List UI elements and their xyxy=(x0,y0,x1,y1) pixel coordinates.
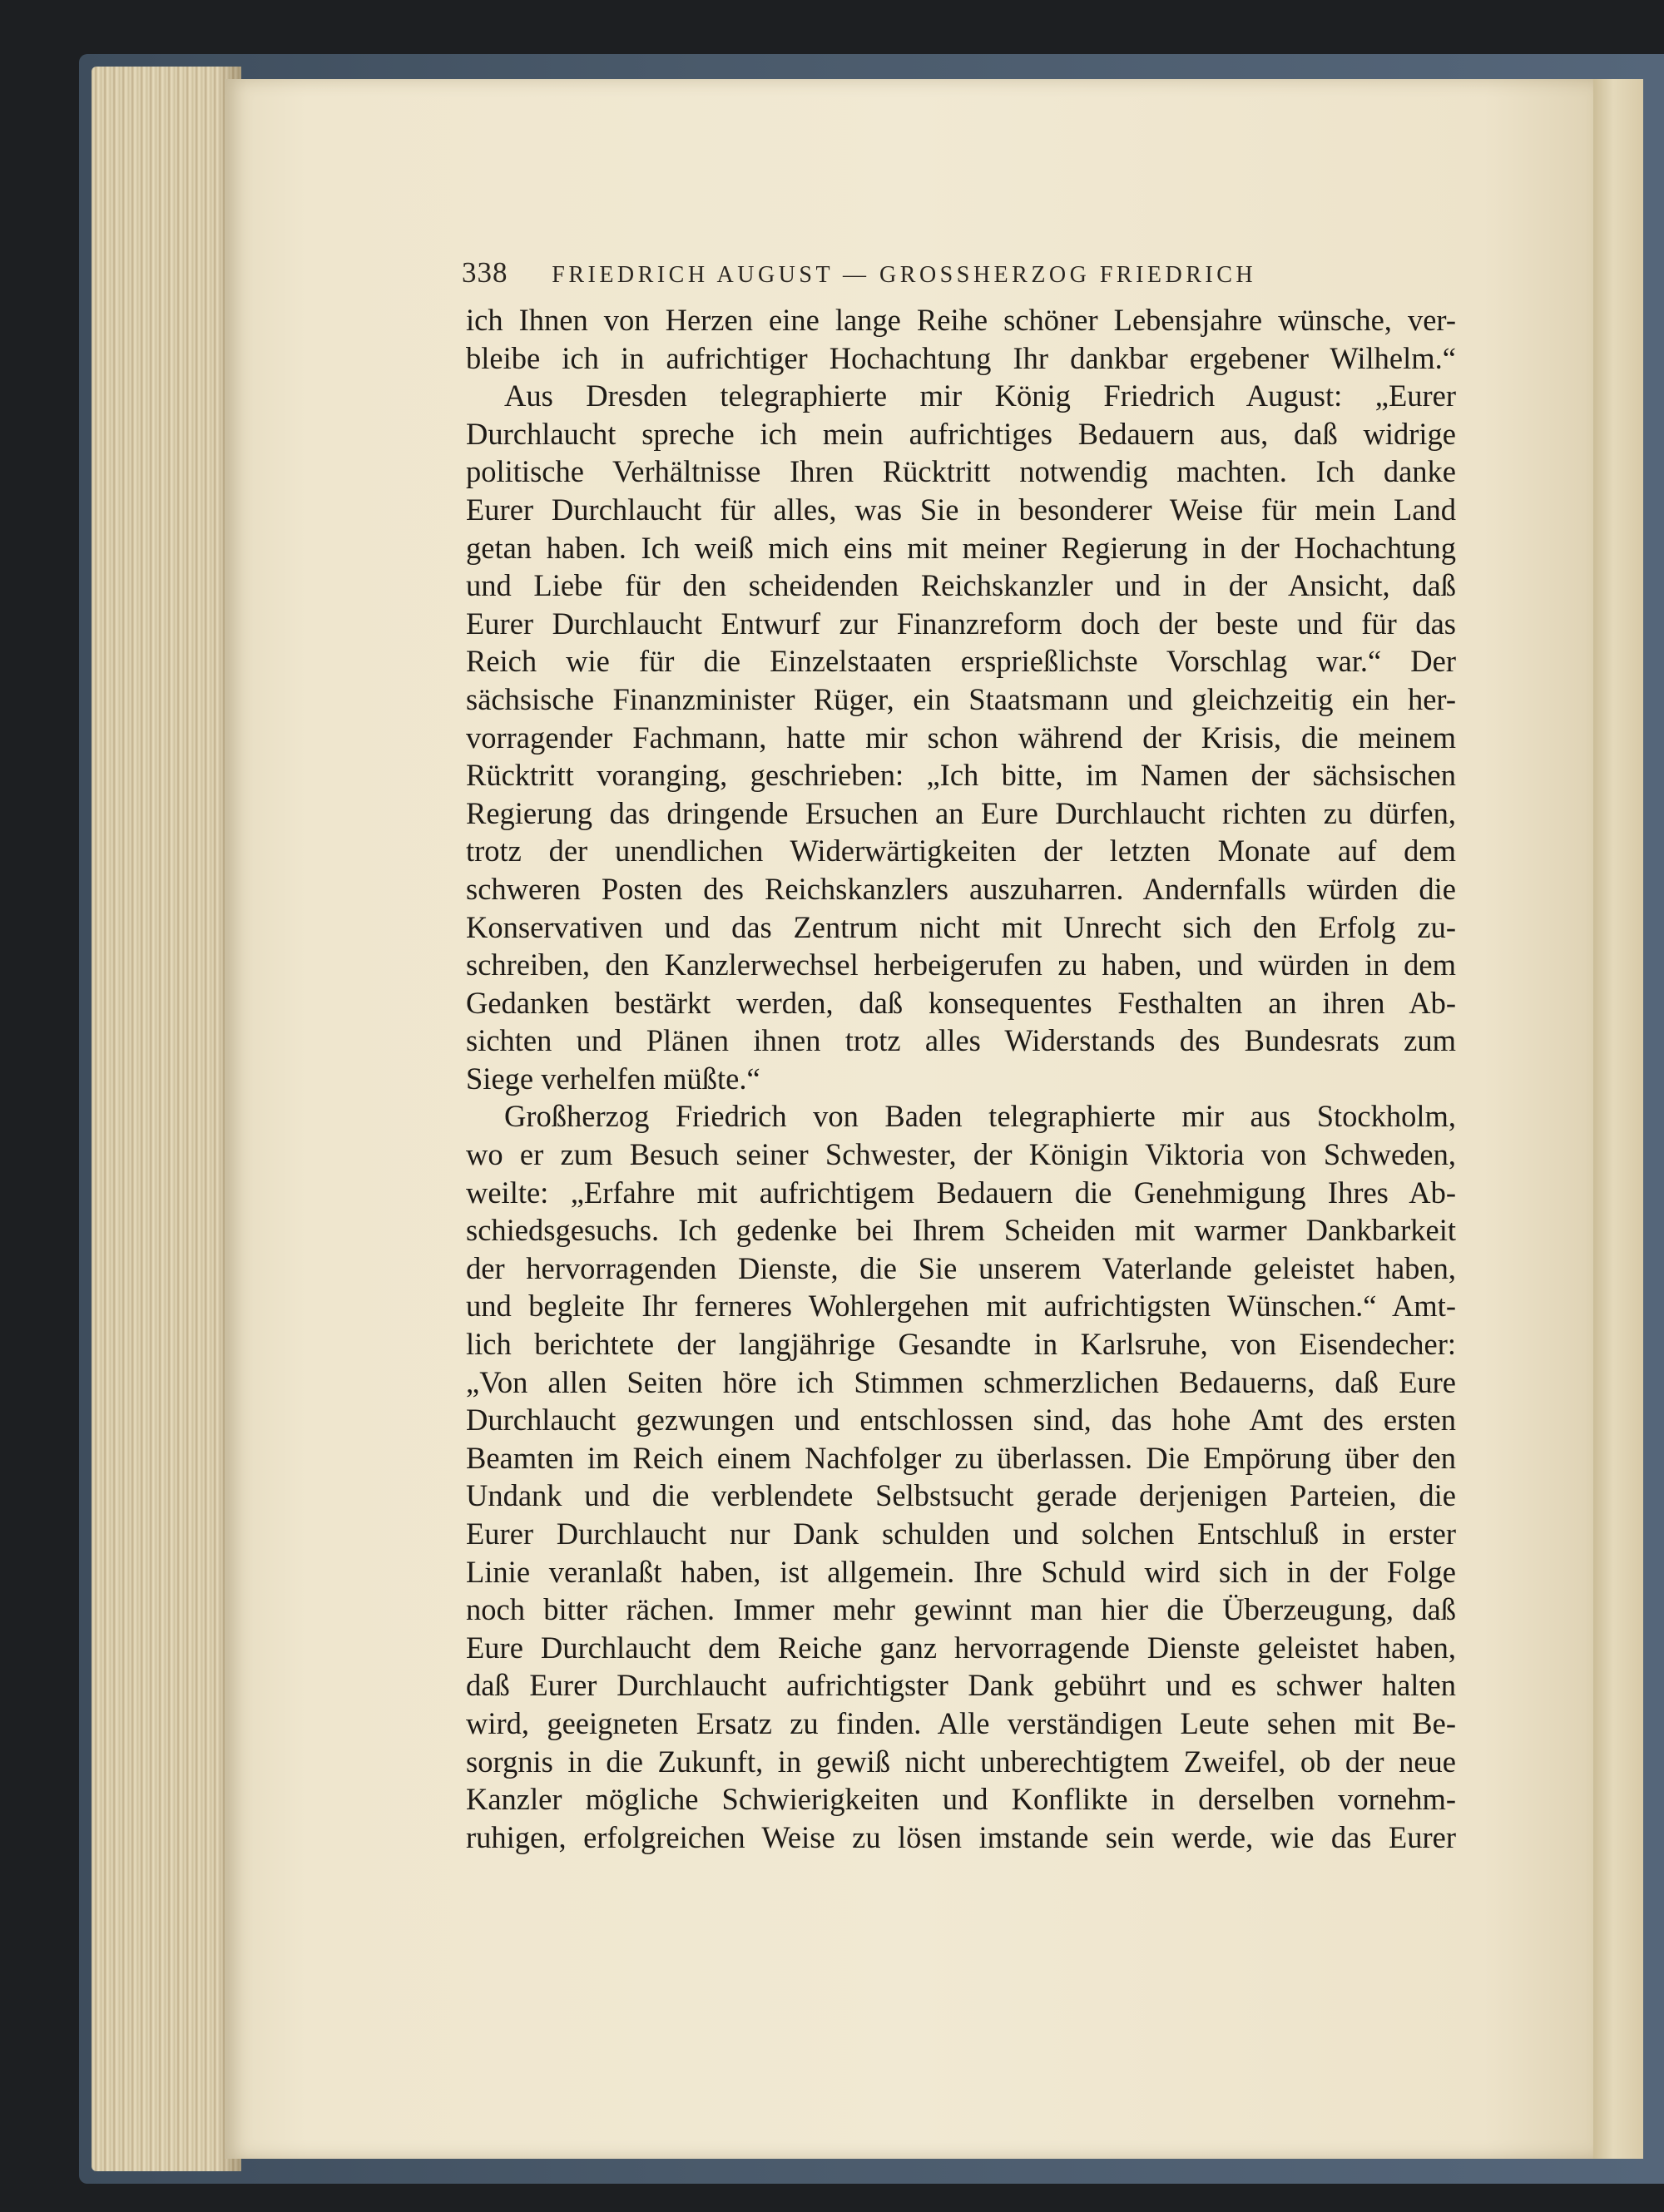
text-line: der hervorragenden Dienste, die Sie unserem Vaterlande geleistet haben, xyxy=(466,1250,1456,1285)
text-line: bleibe ich in aufrichtiger Hochachtung Ihr dankbar ergebener Wilhelm.“ xyxy=(466,340,1456,375)
text-line: noch bitter rächen. Immer mehr gewinnt man hier die Überzeugung, daß xyxy=(466,1592,1456,1627)
text-line: und begleite Ihr ferneres Wohlergehen mit aufrichtigsten Wünschen.“ Amt- xyxy=(466,1289,1456,1324)
page-number: 338 xyxy=(462,256,508,289)
text-line: Siege verhelfen müßte.“ xyxy=(466,1061,760,1096)
text-line: daß Eurer Durchlaucht aufrichtigster Dank gebührt und es schwer halten xyxy=(466,1668,1456,1703)
text-line: getan haben. Ich weiß mich eins mit meiner Regierung in der Hochachtung xyxy=(466,530,1456,565)
text-line: Gedanken bestärkt werden, daß konsequentes Festhalten an ihren Ab- xyxy=(466,985,1456,1020)
text-line: Eurer Durchlaucht Entwurf zur Finanzreform doch der beste und für das xyxy=(466,606,1456,641)
text-line: Konservativen und das Zentrum nicht mit Unrecht sich den Erfolg zu- xyxy=(466,909,1456,944)
text-line: Durchlaucht spreche ich mein aufrichtiges Bedauern aus, daß widrige xyxy=(466,416,1456,451)
page-edges xyxy=(92,67,241,2171)
text-line: weilte: „Erfahre mit aufrichtigem Bedauern die Genehmigung Ihres Ab- xyxy=(466,1175,1456,1210)
text-line: politische Verhältnisse Ihren Rücktritt notwendig machten. Ich danke xyxy=(466,454,1456,489)
text-line: trotz der unendlichen Widerwärtigkeiten der letzten Monate auf dem xyxy=(466,834,1456,868)
next-page-edge xyxy=(1593,79,1643,2159)
body-text xyxy=(466,301,1456,1856)
text-line: Rücktritt voranging, geschrieben: „Ich bitte, im Namen der sächsischen xyxy=(466,758,1456,793)
text-line: sächsische Finanzminister Rüger, ein Staatsmann und gleichzeitig ein her- xyxy=(466,681,1456,716)
text-line: Großherzog Friedrich von Baden telegraphierte mir aus Stockholm, xyxy=(504,1099,1456,1134)
text-line: Aus Dresden telegraphierte mir König Friedrich August: „Eurer xyxy=(504,379,1456,413)
text-line: Beamten im Reich einem Nachfolger zu überlassen. Die Empörung über den xyxy=(466,1440,1456,1475)
text-line: Eurer Durchlaucht nur Dank schulden und solchen Entschluß in erster xyxy=(466,1517,1456,1551)
text-line: wo er zum Besuch seiner Schwester, der Königin Viktoria von Schweden, xyxy=(466,1137,1456,1172)
text-line: vorragender Fachmann, hatte mir schon während der Krisis, die meinem xyxy=(466,720,1456,755)
text-line: Eure Durchlaucht dem Reiche ganz hervorragende Dienste geleistet haben, xyxy=(466,1630,1456,1665)
running-head: FRIEDRICH AUGUST — GROSSHERZOG FRIEDRICH xyxy=(552,262,1257,288)
text-line: schiedsgesuchs. Ich gedenke bei Ihrem Scheiden mit warmer Dankbarkeit xyxy=(466,1213,1456,1248)
text-line: Eurer Durchlaucht für alles, was Sie in besonderer Weise für mein Land xyxy=(466,492,1456,527)
text-line: und Liebe für den scheidenden Reichskanzler und in der Ansicht, daß xyxy=(466,568,1456,603)
text-line: ich Ihnen von Herzen eine lange Reihe schöner Lebensjahre wünsche, ver- xyxy=(466,303,1456,337)
text-line: wird, geeigneten Ersatz zu finden. Alle verständigen Leute sehen mit Be- xyxy=(466,1705,1456,1740)
text-line: schreiben, den Kanzlerwechsel herbeigerufen zu haben, und würden in dem xyxy=(466,948,1456,982)
text-line: ruhigen, erfolgreichen Weise zu lösen imstande sein werde, wie das Eurer xyxy=(466,1819,1456,1854)
text-line: sichten und Plänen ihnen trotz alles Widerstands des Bundesrats zum xyxy=(466,1023,1456,1058)
text-line: Linie veranlaßt haben, ist allgemein. Ihre Schuld wird sich in der Folge xyxy=(466,1554,1456,1589)
text-line: „Von allen Seiten höre ich Stimmen schmerzlichen Bedauerns, daß Eure xyxy=(466,1364,1456,1399)
text-line: lich berichtete der langjährige Gesandte in Karlsruhe, von Eisendecher: xyxy=(466,1327,1456,1362)
text-line: schweren Posten des Reichskanzlers auszuharren. Andernfalls würden die xyxy=(466,871,1456,906)
text-line: sorgnis in die Zukunft, in gewiß nicht unberechtigtem Zweifel, ob der neue xyxy=(466,1744,1456,1779)
text-line: Durchlaucht gezwungen und entschlossen sind, das hohe Amt des ersten xyxy=(466,1403,1456,1438)
text-line: Reich wie für die Einzelstaaten ersprießlichste Vorschlag war.“ Der xyxy=(466,644,1456,679)
text-line: Regierung das dringende Ersuchen an Eure Durchlaucht richten zu dürfen, xyxy=(466,795,1456,830)
page-header xyxy=(462,256,1460,289)
text-line: Kanzler mögliche Schwierigkeiten und Konflikte in derselben vornehm- xyxy=(466,1782,1456,1817)
text-line: Undank und die verblendete Selbstsucht gerade derjenigen Parteien, die xyxy=(466,1478,1456,1513)
